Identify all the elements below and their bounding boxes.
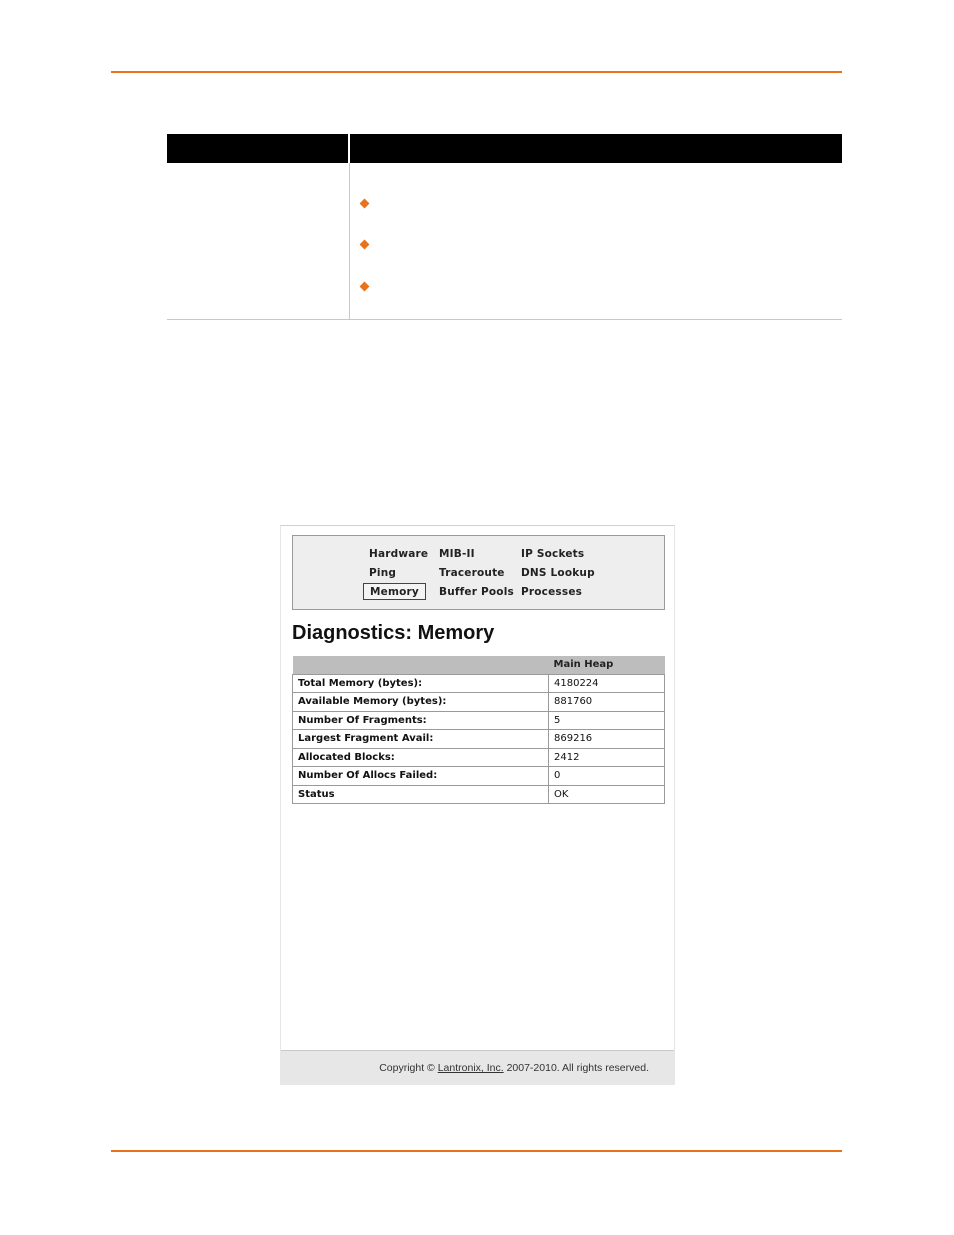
table-bottom-rule	[167, 319, 842, 320]
lantronix-link[interactable]: Lantronix, Inc.	[437, 1062, 504, 1074]
table-row	[293, 730, 665, 749]
parameter-table-header	[167, 134, 842, 163]
copyright-text	[379, 1062, 649, 1074]
nav-dns-lookup[interactable]: DNS Lookup	[521, 567, 595, 579]
row-value: 5	[549, 711, 665, 730]
table-row	[293, 674, 665, 693]
row-value: 869216	[549, 730, 665, 749]
memory-table	[292, 656, 665, 804]
diagnostics-nav	[292, 535, 665, 610]
row-label: Number Of Fragments:	[293, 711, 549, 730]
table-row	[293, 711, 665, 730]
column-divider	[349, 163, 350, 319]
bullet-diamond-icon	[360, 199, 370, 209]
page-title: Diagnostics: Memory	[292, 622, 495, 644]
table-row	[293, 785, 665, 804]
row-label: Total Memory (bytes):	[293, 674, 549, 693]
nav-ip-sockets[interactable]: IP Sockets	[521, 548, 585, 560]
table-row	[293, 693, 665, 712]
row-value: 0	[549, 767, 665, 786]
nav-processes[interactable]: Processes	[521, 586, 583, 598]
header-rule	[111, 71, 842, 73]
table-row	[293, 767, 665, 786]
row-label: Number Of Allocs Failed:	[293, 767, 549, 786]
nav-ping[interactable]: Ping	[369, 567, 397, 579]
row-label: Allocated Blocks:	[293, 748, 549, 767]
row-label: Available Memory (bytes):	[293, 693, 549, 712]
parameter-table	[167, 134, 842, 320]
table-header-row	[293, 656, 665, 674]
row-value: OK	[549, 785, 665, 804]
table-header-main-heap: Main Heap	[549, 656, 665, 674]
row-value: 881760	[549, 693, 665, 712]
row-value: 2412	[549, 748, 665, 767]
bullet-diamond-icon	[360, 282, 370, 292]
nav-hardware[interactable]: Hardware	[369, 548, 429, 560]
row-label: Largest Fragment Avail:	[293, 730, 549, 749]
row-value: 4180224	[549, 674, 665, 693]
bullet-diamond-icon	[360, 240, 370, 250]
table-row	[293, 748, 665, 767]
nav-memory[interactable]: Memory	[363, 583, 426, 600]
nav-traceroute[interactable]: Traceroute	[439, 567, 505, 579]
table-header-empty	[293, 656, 549, 674]
copyright-prefix: Copyright ©	[379, 1062, 438, 1074]
nav-buffer-pools[interactable]: Buffer Pools	[439, 586, 514, 598]
nav-mib-ii[interactable]: MIB-II	[439, 548, 475, 560]
row-label: Status	[293, 785, 549, 804]
copyright-suffix: 2007-2010. All rights reserved.	[503, 1062, 649, 1074]
header-column-separator	[348, 134, 350, 163]
diagnostics-memory-screenshot	[280, 525, 675, 1085]
footer	[281, 1050, 674, 1085]
footer-rule	[111, 1150, 842, 1152]
